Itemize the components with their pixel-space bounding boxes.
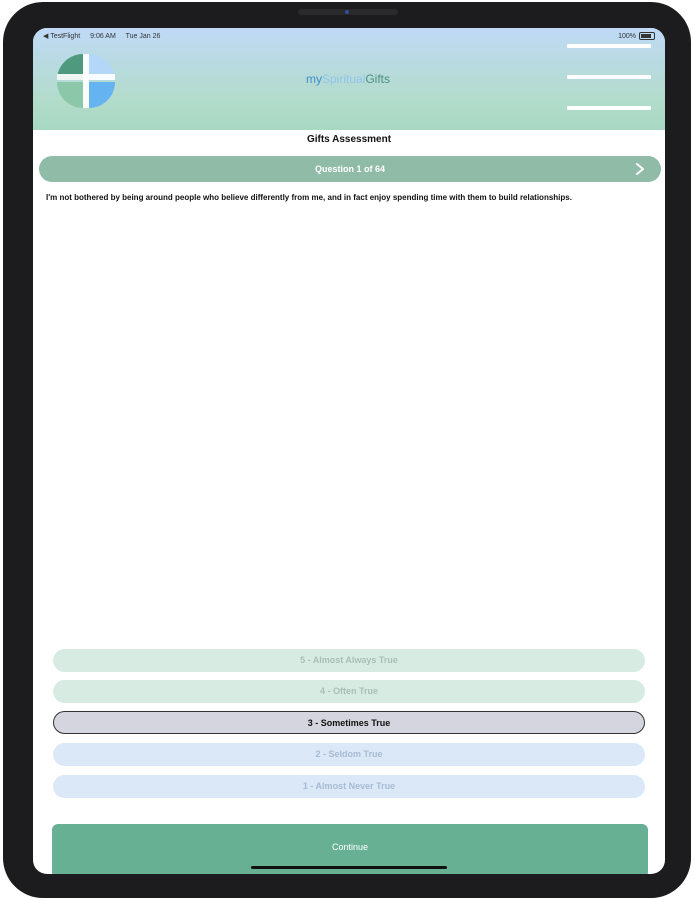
app-header — [33, 28, 665, 130]
status-bar — [43, 32, 655, 42]
home-indicator[interactable] — [251, 866, 447, 869]
continue-button[interactable]: Continue — [52, 824, 648, 874]
chevron-right-icon[interactable] — [635, 163, 645, 175]
page-title: Gifts Assessment — [306, 134, 392, 145]
question-counter: Question 1 of 64 — [314, 164, 385, 174]
app-logo-icon — [57, 54, 115, 108]
answer-option-3[interactable]: 3 - Sometimes True — [53, 711, 645, 734]
app-title-part-gifts: Gifts — [365, 72, 391, 86]
camera — [298, 9, 398, 15]
answer-option-5[interactable]: 5 - Almost Always True — [53, 649, 645, 672]
menu-bar-icon — [567, 106, 651, 110]
status-left — [43, 32, 168, 40]
status-date: Tue Jan 26 — [125, 33, 161, 40]
status-right — [618, 32, 655, 40]
app-title — [253, 72, 443, 86]
camera-lens — [345, 10, 349, 14]
battery-percent: 100% — [618, 32, 636, 40]
app-title-part-spiritual: Spiritual — [321, 72, 366, 86]
menu-bar-icon — [567, 44, 651, 48]
answer-option-1[interactable]: 1 - Almost Never True — [53, 775, 645, 798]
status-time: 9:06 AM — [90, 33, 116, 40]
back-to-app-link[interactable]: ◀ TestFlight — [43, 33, 81, 40]
device-frame — [3, 2, 691, 898]
question-text: I'm not bothered by being around people who believe differently from me, and in fact enjoy spending time with them to build relationships. — [46, 193, 572, 202]
question-progress-bar — [39, 156, 661, 182]
battery-icon — [639, 32, 655, 40]
answer-option-2[interactable]: 2 - Seldom True — [53, 743, 645, 766]
hamburger-menu-button[interactable] — [567, 44, 651, 114]
app-title-part-my: my — [305, 72, 322, 86]
app-screen — [33, 28, 665, 874]
answer-option-4[interactable]: 4 - Often True — [53, 680, 645, 703]
menu-bar-icon — [567, 75, 651, 79]
